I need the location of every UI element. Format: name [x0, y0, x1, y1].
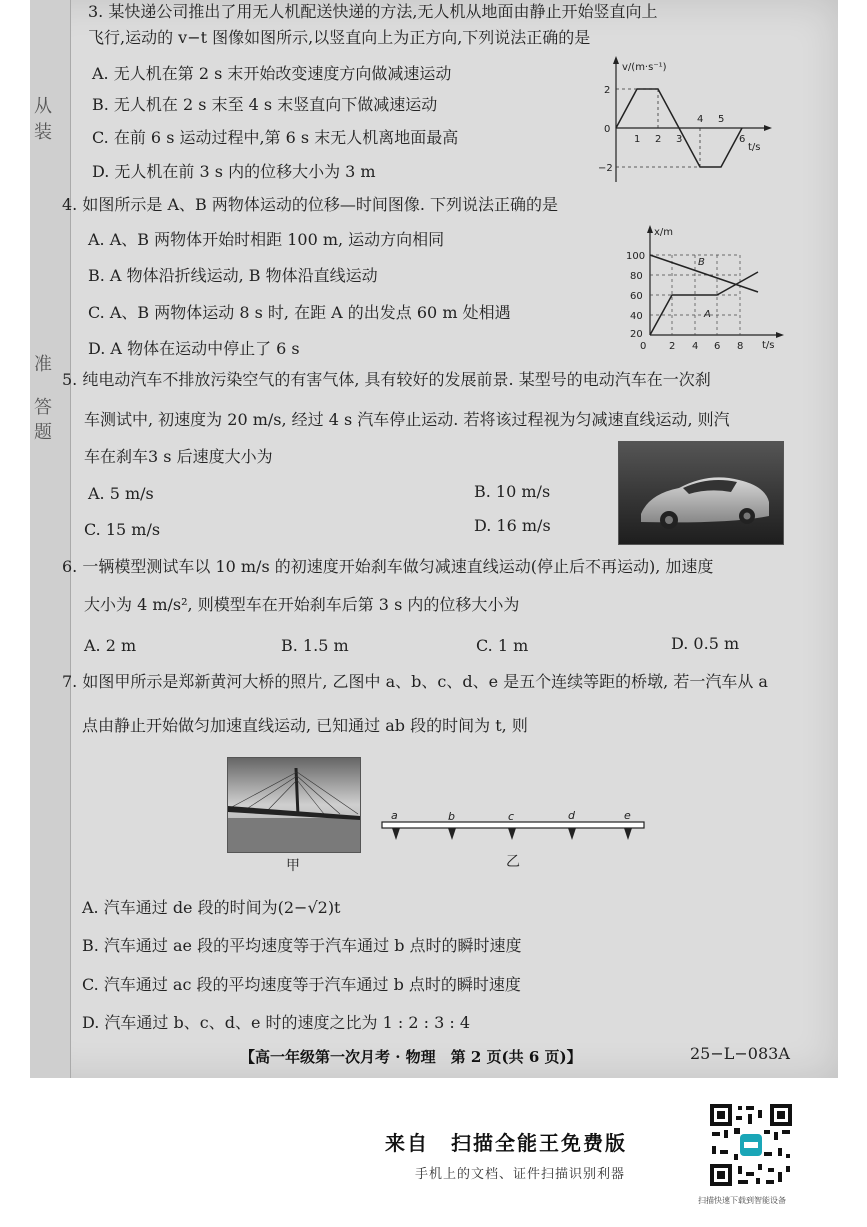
edge-mark: 答	[34, 397, 52, 418]
q6-stem-line1: 6. 一辆模型测试车以 10 m/s 的初速度开始刹车做匀减速直线运动(停止后不再运动), 加速度	[62, 557, 714, 576]
caption-jia: 甲	[286, 858, 300, 874]
q3-option-c: C. 在前 6 s 运动过程中,第 6 s 末无人机离地面最高	[92, 128, 459, 147]
q4-option-b: B. A 物体沿折线运动, B 物体沿直线运动	[88, 266, 378, 285]
q3-stem-line2: 飞行,运动的 v−t 图像如图所示,以竖直向上为正方向,下列说法正确的是	[88, 28, 591, 47]
q6-option-d: D. 0.5 m	[671, 634, 740, 653]
q5-option-a: A. 5 m/s	[88, 484, 154, 503]
q3-stem-line1: 3. 某快递公司推出了用无人机配送快递的方法,无人机从地面由静止开始竖直向上	[88, 2, 658, 21]
q3-graph-ylabel: v/(m·s⁻¹)	[622, 62, 667, 73]
q4-stem: 4. 如图所示是 A、B 两物体运动的位移—时间图像. 下列说法正确的是	[62, 195, 559, 214]
q5-stem-line2: 车测试中, 初速度为 20 m/s, 经过 4 s 汽车停止运动. 若将该过程视为匀减速直线运动, 则汽	[84, 410, 730, 429]
q4-ytick: 100	[626, 251, 646, 262]
q4-option-c: C. A、B 两物体运动 8 s 时, 在距 A 的出发点 60 m 处相遇	[88, 303, 511, 322]
q4-ytick: 60	[630, 291, 643, 302]
qr-caption: 扫描快速下载到智能设备	[698, 1196, 786, 1205]
q3-xtick: 1	[634, 134, 641, 145]
q7-option-a: A. 汽车通过 de 段的时间为(2−√2)t	[82, 898, 341, 917]
pier-label-e: e	[624, 809, 631, 822]
q4-xtick: 8	[737, 341, 744, 352]
q3-ytick: −2	[598, 163, 613, 174]
bridge-pier-diagram	[378, 808, 648, 858]
paper-code: 25−L−083A	[690, 1044, 790, 1063]
q7-option-d: D. 汽车通过 b、c、d、e 时的速度之比为 1 : 2 : 3 : 4	[82, 1013, 471, 1032]
q4-option-a: A. A、B 两物体开始时相距 100 m, 运动方向相同	[88, 230, 445, 249]
pier-label-b: b	[448, 810, 455, 823]
q4-graph-xlabel: t/s	[762, 340, 775, 351]
page-footer: 【高一年级第一次月考 · 物理 第 2 页(共 6 页)】	[240, 1048, 582, 1066]
q6-stem-line2: 大小为 4 m/s², 则模型车在开始刹车后第 3 s 内的位移大小为	[84, 595, 520, 614]
q5-option-b: B. 10 m/s	[474, 482, 551, 501]
scanner-brand-title: 来自 扫描全能王免费版	[385, 1131, 627, 1155]
pier-label-d: d	[568, 809, 575, 822]
q3-vt-graph	[596, 52, 776, 192]
edge-mark: 准	[34, 354, 52, 375]
q4-xt-graph	[618, 225, 788, 355]
edge-mark: 题	[34, 422, 52, 443]
pier-label-c: c	[508, 810, 515, 823]
caption-yi: 乙	[506, 854, 520, 870]
q4-ytick: 0	[640, 341, 647, 352]
q7-option-b: B. 汽车通过 ae 段的平均速度等于汽车通过 b 点时的瞬时速度	[82, 936, 522, 955]
scanner-brand-subtitle: 手机上的文档、证件扫描识别利器	[415, 1167, 626, 1182]
q3-xtick: 5	[718, 114, 725, 125]
q5-option-d: D. 16 m/s	[474, 516, 551, 535]
q3-xtick: 4	[697, 114, 704, 125]
edge-mark: 装	[34, 122, 52, 143]
qr-code-icon[interactable]	[708, 1102, 794, 1188]
q3-ytick: 2	[604, 85, 611, 96]
q4-ytick: 20	[630, 329, 643, 340]
q3-option-d: D. 无人机在前 3 s 内的位移大小为 3 m	[92, 162, 376, 181]
q3-xtick: 3	[676, 134, 683, 145]
q4-option-d: D. A 物体在运动中停止了 6 s	[88, 339, 300, 358]
q6-option-b: B. 1.5 m	[281, 636, 349, 655]
q4-ytick: 40	[630, 311, 643, 322]
q3-graph-xlabel: t/s	[748, 142, 761, 153]
q3-xtick: 2	[655, 134, 662, 145]
electric-car-photo	[618, 441, 784, 545]
q4-xtick: 6	[714, 341, 721, 352]
edge-mark: 从	[34, 96, 52, 117]
q3-option-b: B. 无人机在 2 s 末至 4 s 末竖直向下做减速运动	[92, 95, 438, 114]
q5-stem-line3: 车在刹车3 s 后速度大小为	[84, 447, 273, 466]
q5-option-c: C. 15 m/s	[84, 520, 161, 539]
q3-xtick: 6	[739, 134, 746, 145]
q6-option-a: A. 2 m	[84, 636, 137, 655]
q4-xtick: 2	[669, 341, 676, 352]
q4-ytick: 80	[630, 271, 643, 282]
bridge-photo	[227, 757, 361, 853]
q7-stem-line1: 7. 如图甲所示是郑新黄河大桥的照片, 乙图中 a、b、c、d、e 是五个连续等距的桥墩, 若一汽车从 a	[62, 672, 768, 691]
q4-label-b: B	[698, 257, 705, 268]
q4-xtick: 4	[692, 341, 699, 352]
q4-label-a: A	[704, 309, 711, 320]
q4-graph-ylabel: x/m	[654, 227, 674, 238]
q5-stem-line1: 5. 纯电动汽车不排放污染空气的有害气体, 具有较好的发展前景. 某型号的电动汽车在一次刹	[62, 370, 711, 389]
q6-option-c: C. 1 m	[476, 636, 529, 655]
q7-stem-line2: 点由静止开始做匀加速直线运动, 已知通过 ab 段的时间为 t, 则	[82, 716, 528, 735]
q3-option-a: A. 无人机在第 2 s 末开始改变速度方向做减速运动	[92, 64, 452, 83]
q7-option-c: C. 汽车通过 ac 段的平均速度等于汽车通过 b 点时的瞬时速度	[82, 975, 521, 994]
pier-label-a: a	[391, 809, 398, 822]
q3-ytick: 0	[604, 124, 611, 135]
binding-edge	[30, 0, 71, 1078]
